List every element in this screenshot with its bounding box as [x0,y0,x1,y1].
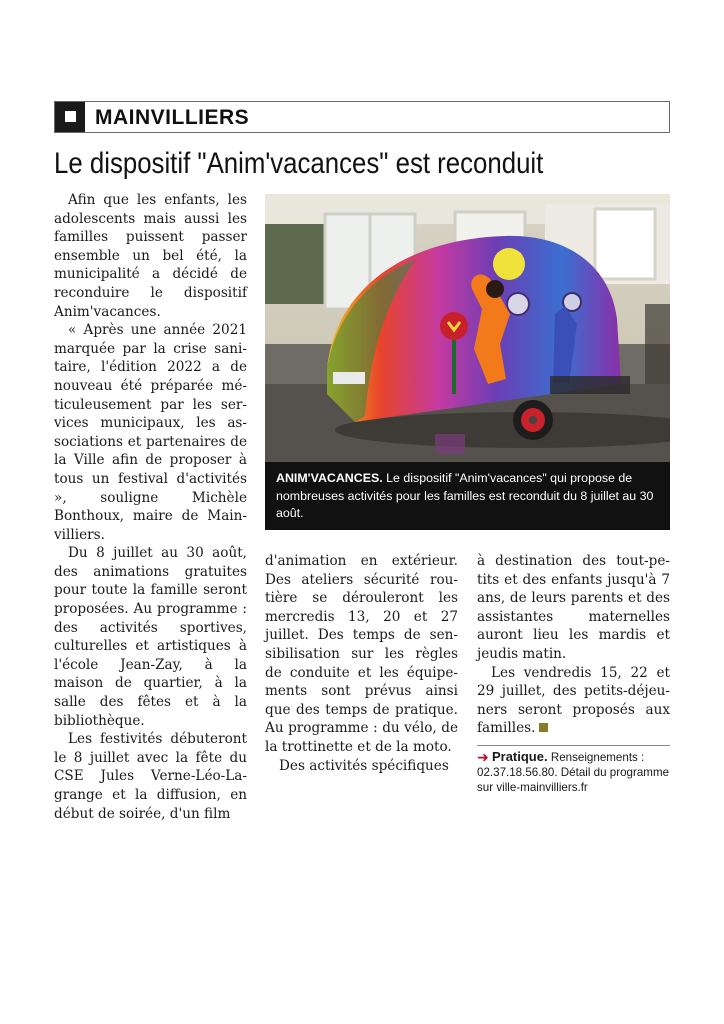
paragraph: d'animation en extérieur. Des ateliers sécurité routière se dérouleront les mercredis 13, 20 et 27 juillet. Des temps de sensibilisation sur les règles de conduite et les équipements sont prévus ainsi que des temps de pratique. Au programme : du vélo, de la trottinette et de la moto. [265,553,458,755]
section-marker-icon [55,102,85,132]
end-of-article-icon [539,723,548,732]
pratique-label: Pratique. [491,749,548,764]
pratique-box [477,745,670,795]
caption-lead: ANIM'VACANCES. [276,471,383,485]
article-headline: Le dispositif "Anim'vacances" est reconduit [54,147,544,180]
pratique-text: Renseignements : 02.37.18.56.80. Détail du programme sur ville-mainvilliers.fr [477,751,670,794]
caption-text: Le dispositif "Anim'vacances" qui propose de nombreuses activités pour les familles est reconduit du 8 juillet au 30 août. [276,471,654,520]
article-column-1 [54,191,247,823]
paragraph: Afin que les enfants, les adolescents mais aussi les familles puissent passer ensemble un bel été, la municipalité a décidé de reconduire le dispositif Anim'vacances. [54,192,247,320]
article-photo [265,194,670,462]
paragraph: Des activités spécifiques [279,757,449,774]
arrow-right-icon: ➜ [477,749,489,765]
paragraph: à destination des tout-petits et des enfants jusqu'à 7 ans, de leurs parents et des assistantes maternelles auront lieu les mardis et jeudis matin. [477,553,670,662]
article-column-2 [265,552,458,775]
paragraph: Du 8 juillet au 30 août, des animations gratuites pour toute la famille seront proposées. Au programme : des activités sportives, culturelles et artistiques à l'école Jean-Zay, à la maison de quartier, à la salle des fêtes et à la bibliothèque. [54,545,247,729]
photo-block [265,194,670,530]
paragraph: Les festivités débuteront le 8 juillet avec la fête du CSE Jules Verne-Léo-Lagrange et la diffusion, en début de soirée, d'un film [54,731,247,822]
paragraph [477,664,670,738]
photo-caption [276,470,664,523]
section-header [54,101,670,133]
paragraph-text: Les vendredis 15, 22 et 29 juillet, des petits-déjeuners seront proposés aux familles. [477,664,670,737]
paragraph: « Après une année 2021 marquée par la crise sanitaire, l'édition 2022 a de nouveau été préparée méticuleusement par les services municipaux, les associations et partenaires de la Ville afin de proposer à tous un festival d'activités », souligne Michèle Bonthoux, maire de Mainvilliers. [54,322,247,543]
section-name: MAINVILLIERS [95,106,250,129]
article-column-3 [477,552,670,738]
